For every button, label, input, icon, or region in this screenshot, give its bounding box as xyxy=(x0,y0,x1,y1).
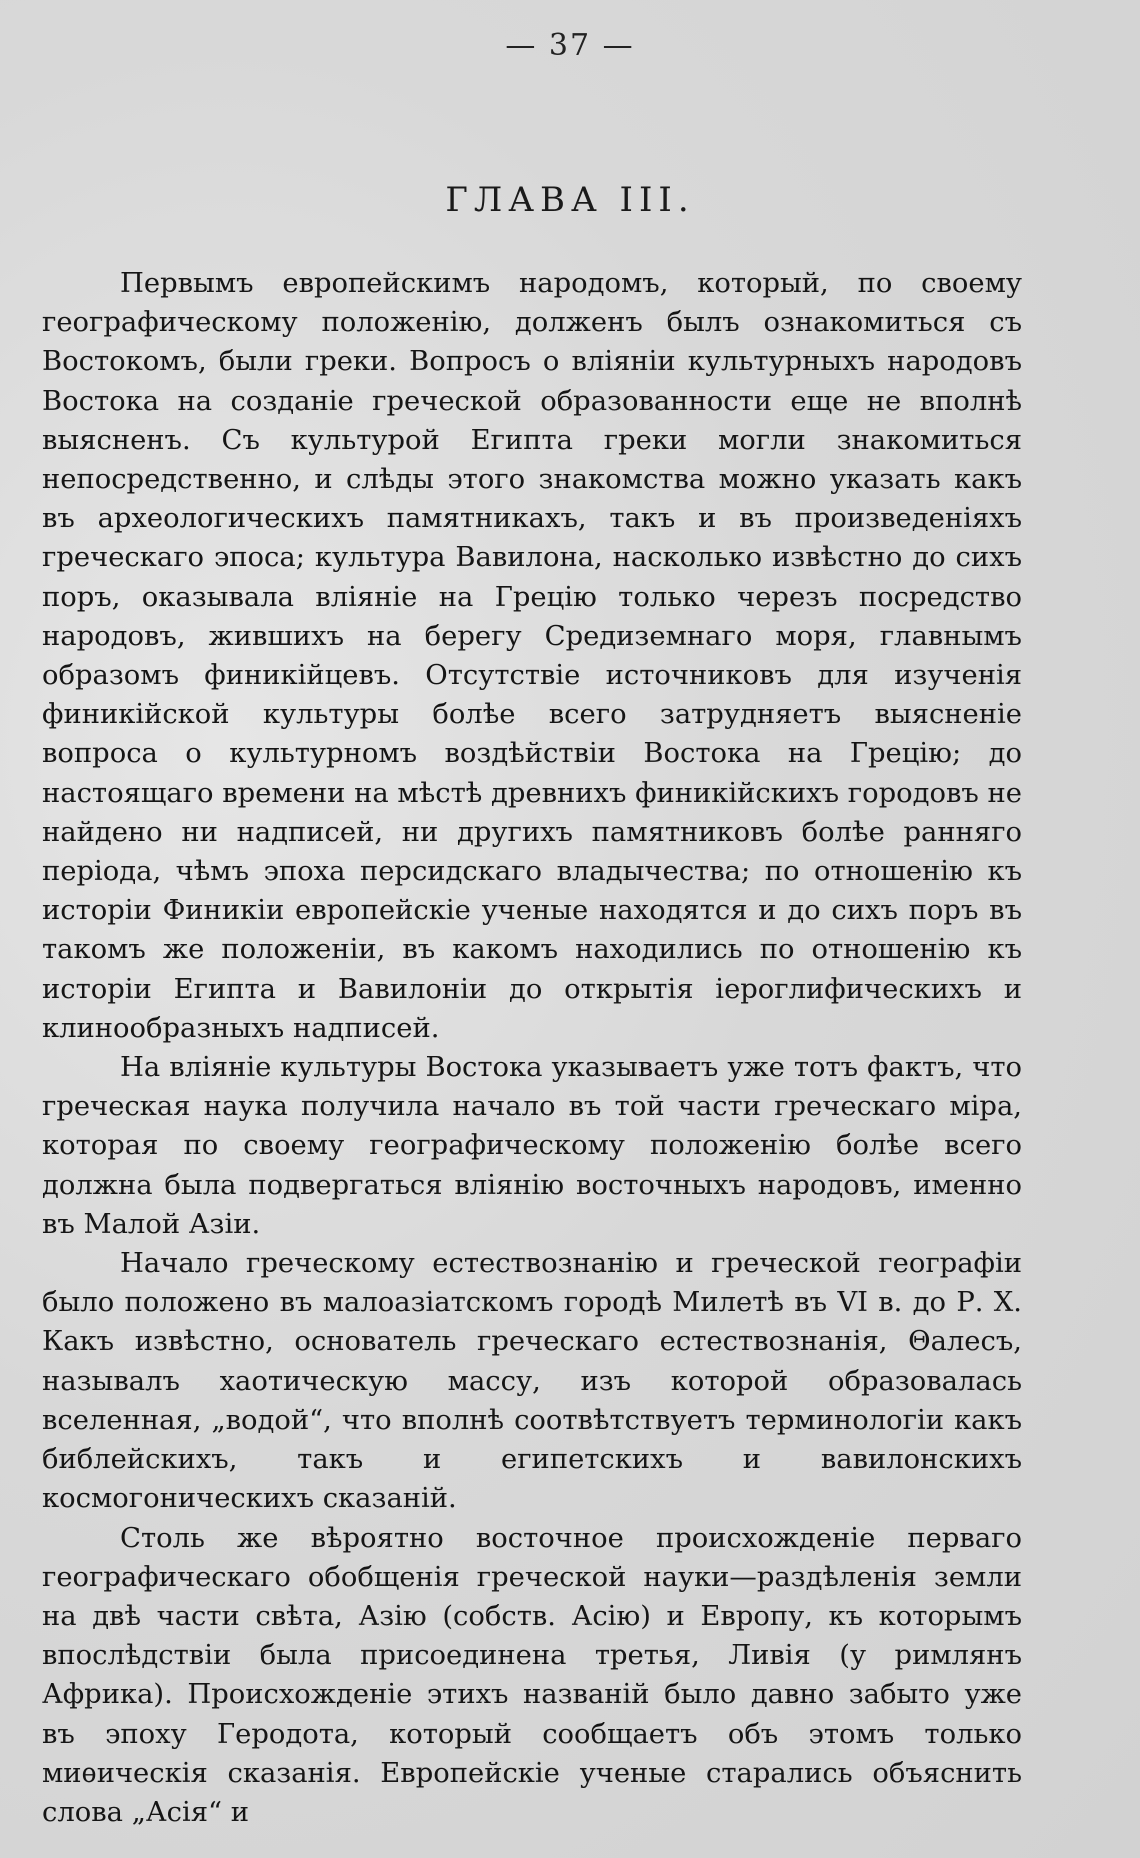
paragraph: На вліяніе культуры Востока указываетъ уже тотъ фактъ, что греческая наука получила начало въ той части греческаго міра, которая по своему географическому положенію болѣе всего должна была подвергаться вліянію восточныхъ народовъ, именно въ Малой Азіи. xyxy=(42,1052,1022,1240)
page-number: — 37 — xyxy=(505,28,635,63)
chapter-title: ГЛАВА III. xyxy=(445,180,695,220)
paragraph: Первымъ европейскимъ народомъ, который, по своему географическому положенію, долженъ былъ ознакомиться съ Востокомъ, были греки. Вопросъ о вліяніи культурныхъ народовъ Востока на созданіе греческой образованности еще не вполнѣ выясненъ. Съ культурой Египта греки могли знакомиться непосредственно, и слѣды этого знакомства можно указать какъ въ археологическихъ памятникахъ, такъ и въ произведеніяхъ греческаго эпоса; культура Вавилона, насколько извѣстно до сихъ поръ, оказывала вліяніе на Грецію только черезъ посредство народовъ, жившихъ на берегу Средиземнаго моря, главнымъ образомъ финикійцевъ. Отсутствіе источниковъ для изученія финикійской культуры болѣе всего затрудняетъ выясненіе вопроса о культурномъ воздѣйствіи Востока на Грецію; до настоящаго времени на мѣстѣ древнихъ финикійскихъ городовъ не найдено ни надписей, ни другихъ памятниковъ болѣе ранняго періода, чѣмъ эпоха персидскаго владычества; по отношенію къ исторіи Финикіи европейскіе ученые находятся и до сихъ поръ въ такомъ же положеніи, въ какомъ находились по отношенію къ исторіи Египта и Вавилоніи до открытія іероглифическихъ и клинообразныхъ надписей. xyxy=(42,268,1022,1044)
paragraph: Столь же вѣроятно восточное происхожденіе перваго географическаго обобщенія греческой науки—раздѣленія земли на двѣ части свѣта, Азію (собств. Асію) и Европу, къ которымъ впослѣдствіи была присоединена третья, Ливія (у римлянъ Африка). Происхожденіе этихъ названій было давно забыто уже въ эпоху Геродота, который сообщаетъ объ этомъ только миѳическія сказанія. Европейскіе ученые старались объяснить слова „Асія“ и xyxy=(42,1522,1022,1828)
paragraph: Начало греческому естествознанію и греческой географіи было положено въ малоазіатскомъ городѣ Милетѣ въ VI в. до Р. Х. Какъ извѣстно, основатель греческаго естествознанія, Θалесъ, называлъ хаотическую массу, изъ которой образовалась вселенная, „водой“, что вполнѣ соотвѣтствуетъ терминологіи какъ библейскихъ, такъ и египетскихъ и вавилонскихъ космогоническихъ сказаній. xyxy=(42,1248,1022,1515)
body-text xyxy=(42,264,1022,1832)
